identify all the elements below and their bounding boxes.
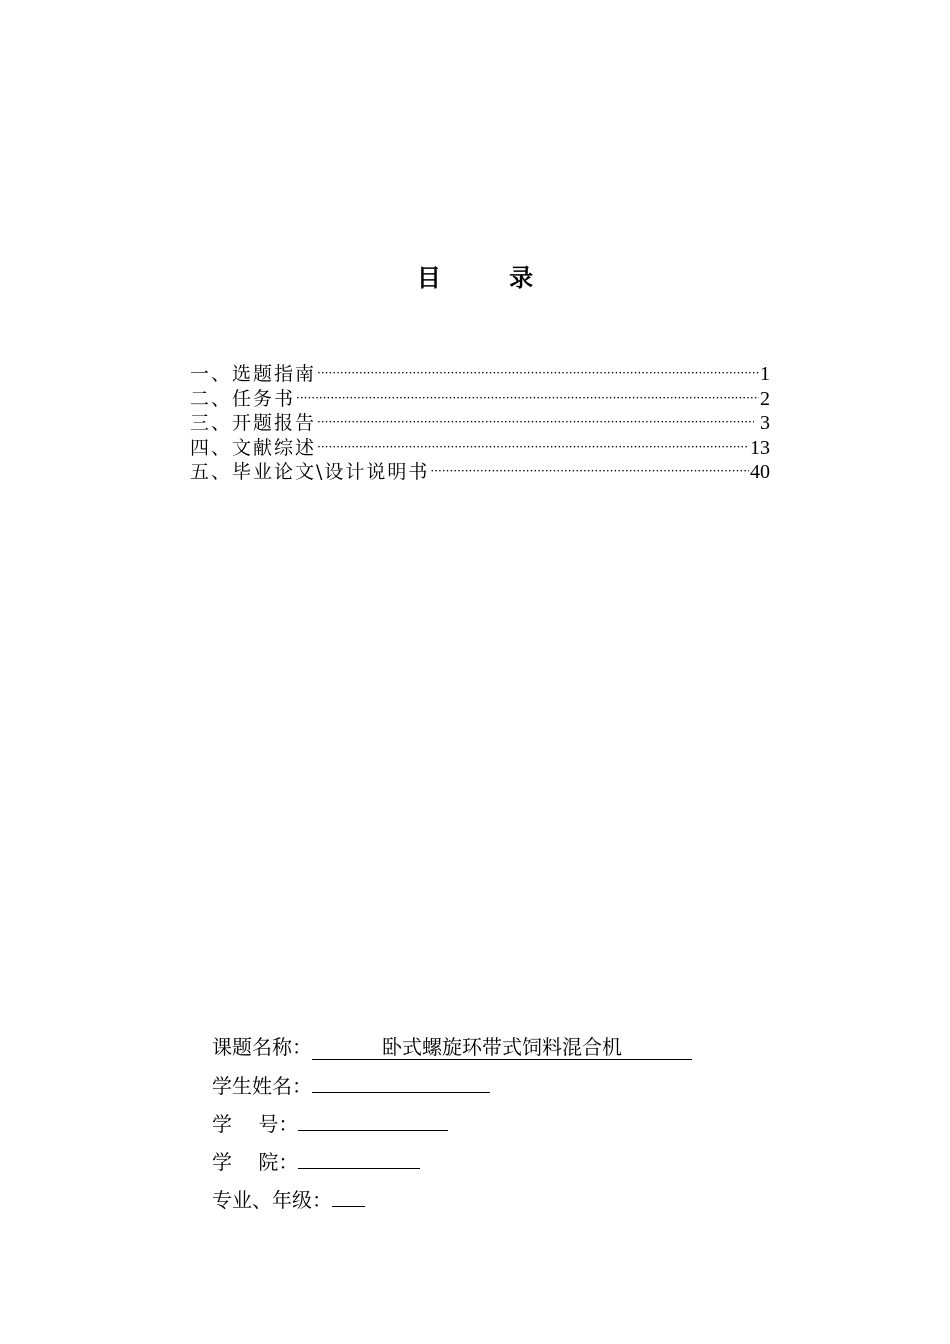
- toc-item[interactable]: [190, 362, 770, 387]
- thesis-info-block: [212, 1030, 692, 1220]
- major-row: [212, 1182, 692, 1220]
- toc-item[interactable]: [190, 436, 770, 461]
- toc-item-label: 二、任务书: [190, 387, 296, 410]
- student-label: 学生姓名：: [212, 1074, 312, 1098]
- toc-item-label: 五、毕业论文\设计说明书: [190, 461, 430, 483]
- topic-row: [212, 1030, 692, 1068]
- toc-item-page: 2: [760, 387, 770, 410]
- toc-item-page: 3: [755, 412, 770, 434]
- toc-leader-dots: [430, 459, 749, 483]
- toc-title: 目 录: [416, 264, 564, 292]
- table-of-contents: [190, 362, 770, 485]
- id-row: [212, 1106, 692, 1144]
- student-id-label: 学 号：: [212, 1112, 299, 1136]
- toc-item-page: 13: [750, 436, 770, 459]
- toc-item-label: 三、开题报告: [190, 412, 317, 434]
- college-label: 学 院：: [212, 1150, 299, 1174]
- student-name-field[interactable]: [312, 1068, 490, 1093]
- toc-leader-dots: [317, 361, 759, 385]
- topic-label: 课题名称：: [212, 1035, 312, 1059]
- toc-item[interactable]: [190, 460, 770, 485]
- toc-item-label: 四、文献综述: [190, 436, 317, 459]
- toc-leader-dots: [296, 386, 759, 410]
- student-id-field[interactable]: [298, 1106, 448, 1131]
- student-row: [212, 1068, 692, 1106]
- toc-item-page: 1: [760, 363, 770, 385]
- major-grade-label: 专业、年级：: [212, 1188, 332, 1212]
- major-grade-field[interactable]: [332, 1182, 365, 1207]
- toc-item-label: 一、选题指南: [190, 363, 317, 385]
- toc-leader-dots: [317, 435, 749, 459]
- toc-item[interactable]: [190, 387, 770, 412]
- college-row: [212, 1144, 692, 1182]
- toc-item-page: 40: [750, 461, 770, 483]
- toc-item[interactable]: [190, 411, 770, 436]
- toc-leader-dots: [317, 410, 754, 434]
- topic-field[interactable]: 卧式螺旋环带式饲料混合机: [312, 1035, 692, 1060]
- college-field[interactable]: [298, 1144, 420, 1169]
